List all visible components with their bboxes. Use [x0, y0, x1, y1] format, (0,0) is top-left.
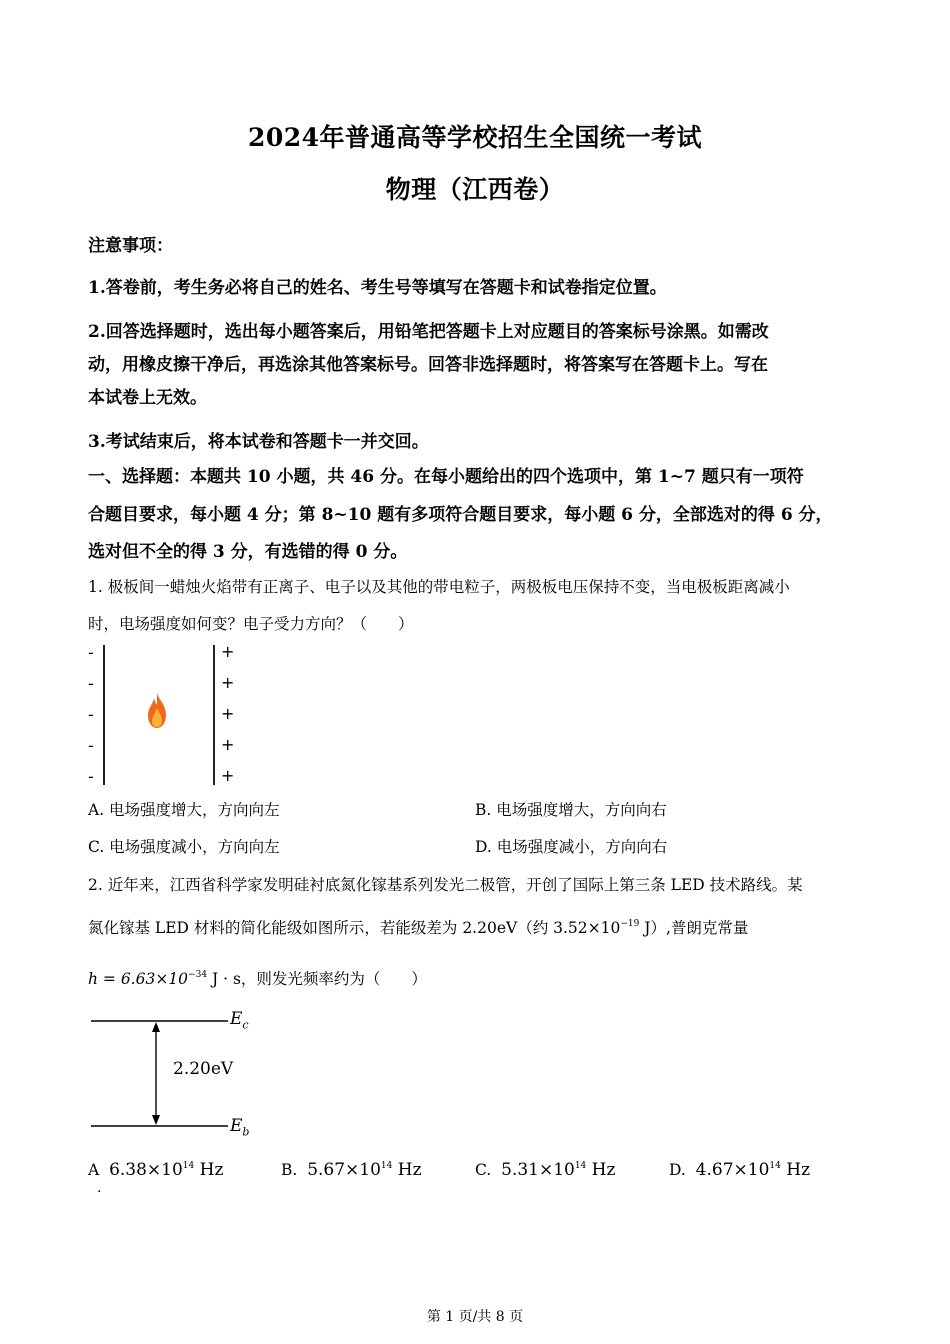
- q2-stem-exponent: −19: [620, 919, 640, 929]
- q2-stem-line-2: [88, 916, 748, 938]
- right-plus-sign: +: [221, 735, 235, 754]
- option-value: 6.38×10: [109, 1160, 183, 1180]
- notice-heading: 注意事项：: [88, 236, 173, 256]
- right-plus-sign: +: [221, 673, 235, 692]
- q2-option-d[interactable]: [669, 1160, 810, 1180]
- option-exponent: 14: [182, 1161, 195, 1171]
- q2-stem-line-2-text: 氮化镓基 LED 材料的简化能级如图所示，若能级差为 2.20eV（约 3.52×10: [88, 919, 621, 937]
- option-label: B.: [281, 1161, 298, 1179]
- option-label: A: [88, 1161, 100, 1179]
- flame-icon: [146, 692, 168, 730]
- option-exponent: 14: [769, 1161, 781, 1171]
- left-minus-sign: -: [88, 643, 94, 662]
- lower-level-label: [230, 1116, 249, 1138]
- q2-stem-line-1: 2. 近年来，江西省科学家发明硅衬底氮化镓基系列发光二极管，开创了国际上第三条 LED 技术路线。某: [88, 876, 803, 894]
- option-unit: Hz: [586, 1160, 616, 1180]
- q1-option-a[interactable]: A. 电场强度增大，方向向左: [88, 801, 280, 819]
- option-value: 4.67×10: [695, 1160, 770, 1180]
- option-unit: Hz: [780, 1160, 811, 1180]
- q1-option-c[interactable]: C. 电场强度减小，方向向左: [88, 838, 280, 856]
- exam-title: 2024年普通高等学校招生全国统一考试: [247, 123, 703, 152]
- q2-option-b[interactable]: [281, 1160, 422, 1180]
- q1-option-b[interactable]: B. 电场强度增大，方向向右: [475, 801, 667, 819]
- upper-level-symbol: E: [230, 1009, 243, 1029]
- left-minus-sign: -: [88, 705, 94, 724]
- section-1-line-1: 一、选择题：本题共 10 小题，共 46 分。在每小题给出的四个选项中，第 1~7 题只有一项符: [88, 467, 804, 487]
- upper-level-label: [230, 1009, 249, 1031]
- option-exponent: 14: [380, 1161, 393, 1171]
- right-plate: [213, 645, 215, 785]
- stray-dot: .: [97, 1180, 102, 1196]
- q2-option-a[interactable]: [88, 1160, 223, 1180]
- left-plate: [103, 645, 105, 785]
- notice-item-2-line-3: 本试卷上无效。: [88, 388, 207, 408]
- q2-stem-line-2-tail: J）,普朗克常量: [639, 919, 749, 937]
- q1-option-d[interactable]: D. 电场强度减小，方向向右: [475, 838, 668, 856]
- option-value: 5.67×10: [307, 1160, 381, 1180]
- lower-level-subscript: b: [242, 1125, 250, 1139]
- option-unit: Hz: [392, 1160, 422, 1180]
- lower-level-symbol: E: [230, 1116, 243, 1136]
- right-plus-sign: +: [221, 642, 235, 661]
- option-unit: Hz: [194, 1160, 224, 1180]
- energy-gap-label: 2.20eV: [173, 1059, 234, 1079]
- notice-item-3: 3.考试结束后，将本试卷和答题卡一并交回。: [88, 432, 429, 452]
- q1-stem-line-2: 时，电场强度如何变？电子受力方向？（ ）: [88, 615, 414, 633]
- q2-option-c[interactable]: [475, 1160, 615, 1180]
- right-plus-sign: +: [221, 704, 235, 723]
- q2-planck-exponent: −34: [188, 970, 208, 980]
- left-minus-sign: -: [88, 736, 94, 755]
- option-label: D.: [669, 1161, 686, 1179]
- left-minus-sign: -: [88, 767, 94, 786]
- q1-stem-line-1: 1. 极板间一蜡烛火焰带有正离子、电子以及其他的带电粒子，两极板电压保持不变，当电极板距离减小: [88, 578, 790, 596]
- option-value: 5.31×10: [501, 1160, 575, 1180]
- option-exponent: 14: [574, 1161, 587, 1171]
- exam-subtitle: 物理（江西卷）: [385, 175, 565, 204]
- q2-stem-line-3: [88, 967, 427, 989]
- left-minus-sign: -: [88, 674, 94, 693]
- right-plus-sign: +: [221, 766, 235, 785]
- notice-item-2-line-2: 动，用橡皮擦干净后，再选涂其他答案标号。回答非选择题时，将答案写在答题卡上。写在: [88, 355, 768, 375]
- page-footer: 第 1 页/共 8 页: [426, 1309, 524, 1325]
- section-1-line-2: 合题目要求，每小题 4 分；第 8~10 题有多项符合题目要求，每小题 6 分，全部选对的得 6 分，: [88, 505, 833, 525]
- upper-level-subscript: c: [242, 1018, 249, 1032]
- q2-stem-line-3-tail: J · s，则发光频率约为（ ）: [207, 970, 427, 988]
- notice-item-1: 1.答卷前，考生务必将自己的姓名、考生号等填写在答题卡和试卷指定位置。: [88, 278, 667, 298]
- q2-planck-formula: h = 6.63×10: [88, 970, 189, 988]
- section-1-line-3: 选对但不全的得 3 分，有选错的得 0 分。: [88, 542, 408, 562]
- notice-item-2-line-1: 2.回答选择题时，选出每小题答案后，用铅笔把答题卡上对应题目的答案标号涂黑。如需改: [88, 322, 769, 342]
- option-label: C.: [475, 1161, 492, 1179]
